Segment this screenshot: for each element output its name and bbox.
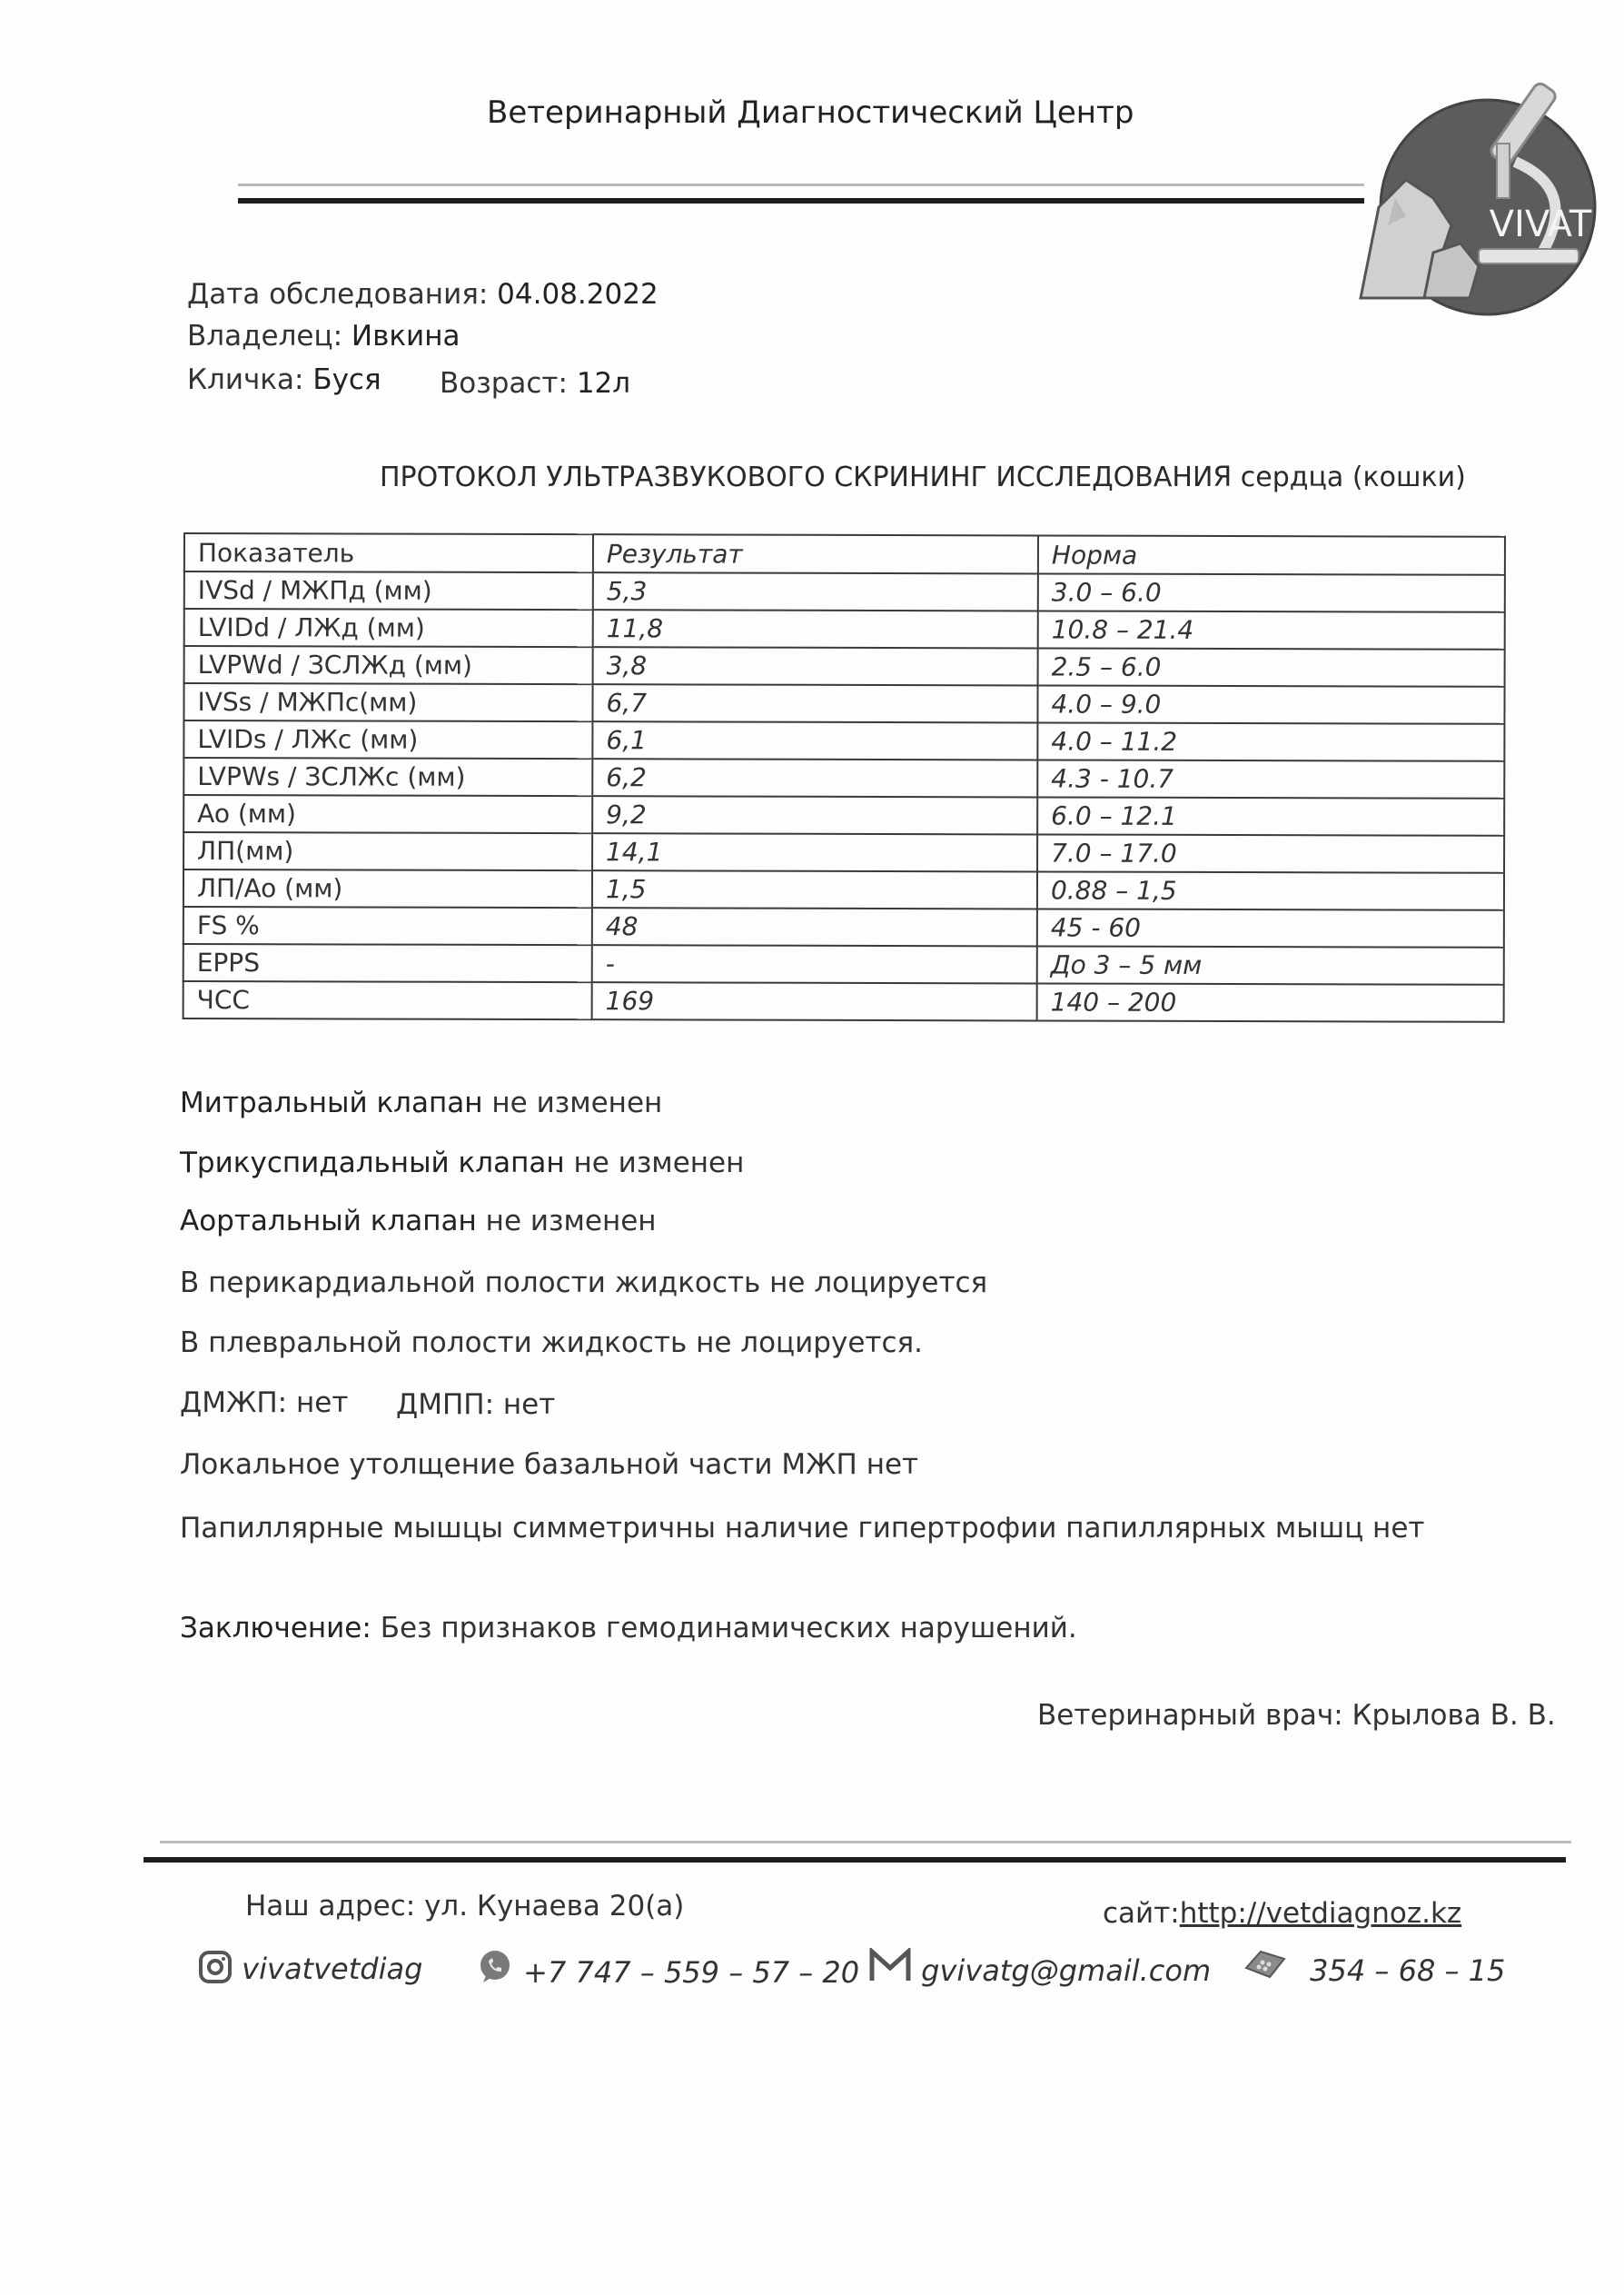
row-norm: 6.0 – 12.1 (1037, 797, 1504, 835)
table-row (183, 869, 1504, 910)
conclusion (180, 1612, 1077, 1644)
contact-phone (1243, 1948, 1505, 1988)
row-result: 3,8 (593, 647, 1038, 685)
row-indicator: LVIDd / ЛЖд (мм) (184, 609, 593, 647)
phone-number[interactable]: 354 – 68 – 15 (1310, 1953, 1506, 1988)
mitral-value: не изменен (491, 1087, 663, 1119)
site-label: сайт: (1103, 1897, 1180, 1930)
papillary-hypertrophy-label: наличие гипертрофии папиллярных мышц (724, 1512, 1364, 1545)
row-indicator: ЛП(мм) (183, 832, 592, 870)
finding-local-thickening (180, 1448, 918, 1481)
local-thickening-label: Локальное утолщение базальной части МЖП (180, 1448, 857, 1481)
row-indicator: Ao (мм) (183, 795, 592, 833)
finding-tricuspid (180, 1147, 744, 1179)
row-indicator: ЧСС (183, 981, 592, 1019)
table-row (183, 795, 1504, 836)
owner-line (187, 320, 460, 353)
doctor-signature (1037, 1699, 1556, 1732)
footer-divider-thick (144, 1857, 1566, 1863)
finding-papillary (180, 1512, 1424, 1545)
contact-whatsapp (476, 1948, 859, 1990)
row-norm: 4.0 – 9.0 (1037, 685, 1504, 723)
row-norm: 140 – 200 (1037, 983, 1504, 1021)
tricuspid-value: не изменен (573, 1147, 745, 1179)
table-row (183, 832, 1504, 873)
row-indicator: LVIDs / ЛЖс (мм) (183, 720, 592, 759)
dmzhp-value: нет (295, 1386, 349, 1419)
pet-name-label: Кличка: (187, 363, 304, 396)
row-indicator: LVPWs / ЗСЛЖс (мм) (183, 758, 592, 796)
table-row (183, 907, 1504, 948)
address-label: Наш адрес: (245, 1890, 416, 1922)
row-result: 6,2 (592, 759, 1037, 797)
age-value: 12л (576, 367, 631, 400)
row-result: 11,8 (593, 610, 1038, 648)
whatsapp-icon (476, 1948, 514, 1986)
row-norm: 4.0 – 11.2 (1037, 722, 1504, 760)
row-norm: 10.8 – 21.4 (1038, 611, 1505, 649)
conclusion-label: Заключение: (180, 1612, 371, 1644)
whatsapp-number[interactable]: +7 747 – 559 – 57 – 20 (523, 1955, 860, 1990)
clinic-title: Ветеринарный Диагностический Центр (487, 94, 1134, 131)
row-norm: 0.88 – 1,5 (1037, 871, 1504, 909)
aortic-value: не изменен (485, 1205, 657, 1237)
footer-address (245, 1890, 684, 1922)
table-row (184, 646, 1505, 687)
results-table (183, 532, 1506, 1023)
exam-date-value: 04.08.2022 (497, 278, 659, 311)
table-row (183, 944, 1504, 985)
protocol-title: ПРОТОКОЛ УЛЬТРАЗВУКОВОГО СКРИНИНГ ИССЛЕДОВАНИЯ сердца (кошки) (380, 462, 1466, 493)
address-value: ул. Кунаева 20(а) (424, 1890, 685, 1922)
header-norm: Норма (1038, 535, 1505, 574)
dmzhp-label: ДМЖП: (180, 1386, 288, 1419)
telephone-icon (1243, 1948, 1288, 1981)
exam-date-label: Дата обследования: (187, 278, 489, 311)
row-result: 48 (592, 908, 1037, 946)
row-result: - (592, 945, 1037, 983)
footer-site (1103, 1897, 1461, 1930)
footer-divider-thin (160, 1841, 1571, 1843)
row-indicator: IVSs / МЖПс(мм) (183, 683, 592, 721)
contact-email (868, 1948, 1211, 1988)
table-row (184, 609, 1505, 650)
row-norm: 7.0 – 17.0 (1037, 834, 1504, 872)
header-divider-thin (238, 184, 1364, 186)
finding-mitral (180, 1087, 662, 1119)
aortic-label: Аортальный клапан (180, 1205, 477, 1237)
header-result: Результат (593, 534, 1038, 573)
finding-dmpp (396, 1388, 555, 1421)
dmpp-label: ДМПП: (396, 1388, 495, 1421)
doctor-label: Ветеринарный врач: (1037, 1699, 1343, 1732)
local-thickening-value: нет (866, 1448, 919, 1481)
row-result: 5,3 (593, 572, 1038, 611)
pet-name-line (187, 363, 381, 396)
row-norm: 2.5 – 6.0 (1038, 648, 1505, 686)
vivat-logo (1342, 71, 1606, 343)
row-result: 9,2 (592, 796, 1037, 834)
row-norm: 45 - 60 (1037, 909, 1504, 947)
doctor-name: Крылова В. В. (1352, 1699, 1556, 1732)
row-result: 14,1 (592, 833, 1037, 871)
finding-pleural: В плевральной полости жидкость не лоцируется. (180, 1326, 924, 1359)
age-line (440, 367, 630, 400)
finding-aortic (180, 1205, 657, 1237)
row-norm: 3.0 – 6.0 (1038, 573, 1505, 611)
papillary-hypertrophy-value: нет (1372, 1512, 1425, 1545)
table-row (183, 683, 1504, 724)
row-indicator: LVPWd / ЗСЛЖд (мм) (184, 646, 593, 684)
email-icon (868, 1948, 912, 1984)
owner-label: Владелец: (187, 320, 343, 353)
table-row (183, 981, 1504, 1022)
owner-value: Ивкина (351, 320, 460, 353)
instagram-handle[interactable]: vivatvetdiag (242, 1952, 423, 1986)
table-row (183, 720, 1504, 761)
logo-text: VIVAT (1489, 204, 1592, 245)
instagram-icon (198, 1950, 233, 1984)
header-divider-thick (238, 198, 1364, 204)
conclusion-text: Без признаков гемодинамических нарушений. (380, 1612, 1077, 1644)
dmpp-value: нет (502, 1388, 556, 1421)
row-indicator: EPPS (183, 944, 592, 982)
tricuspid-label: Трикуспидальный клапан (180, 1147, 565, 1179)
finding-pericardial: В перикардиальной полости жидкость не лоцируется (180, 1267, 988, 1299)
table-row (183, 758, 1504, 799)
row-result: 6,1 (592, 721, 1037, 760)
papillary-label: Папиллярные мышцы (180, 1512, 504, 1545)
mitral-label: Митральный клапан (180, 1087, 483, 1119)
contact-instagram (198, 1950, 422, 1986)
table-row (184, 571, 1505, 612)
row-norm: 4.3 - 10.7 (1037, 760, 1504, 798)
row-result: 169 (592, 982, 1037, 1020)
email-address[interactable]: gvivatg@gmail.com (921, 1953, 1212, 1988)
exam-date-line (187, 278, 659, 311)
row-indicator: ЛП/Ao (мм) (183, 869, 592, 908)
row-result: 1,5 (592, 870, 1037, 909)
row-result: 6,7 (592, 684, 1037, 722)
row-indicator: IVSd / МЖПд (мм) (184, 571, 593, 610)
age-label: Возраст: (440, 367, 568, 400)
table-header-row (184, 533, 1505, 575)
header-indicator: Показатель (184, 533, 593, 572)
papillary-value: симметричны (512, 1512, 716, 1545)
finding-dmzhp (180, 1386, 348, 1419)
site-link[interactable]: http://vetdiagnoz.kz (1179, 1897, 1462, 1930)
row-indicator: FS % (183, 907, 592, 945)
pet-name-value: Буся (312, 363, 381, 396)
row-norm: До 3 – 5 мм (1037, 946, 1504, 984)
